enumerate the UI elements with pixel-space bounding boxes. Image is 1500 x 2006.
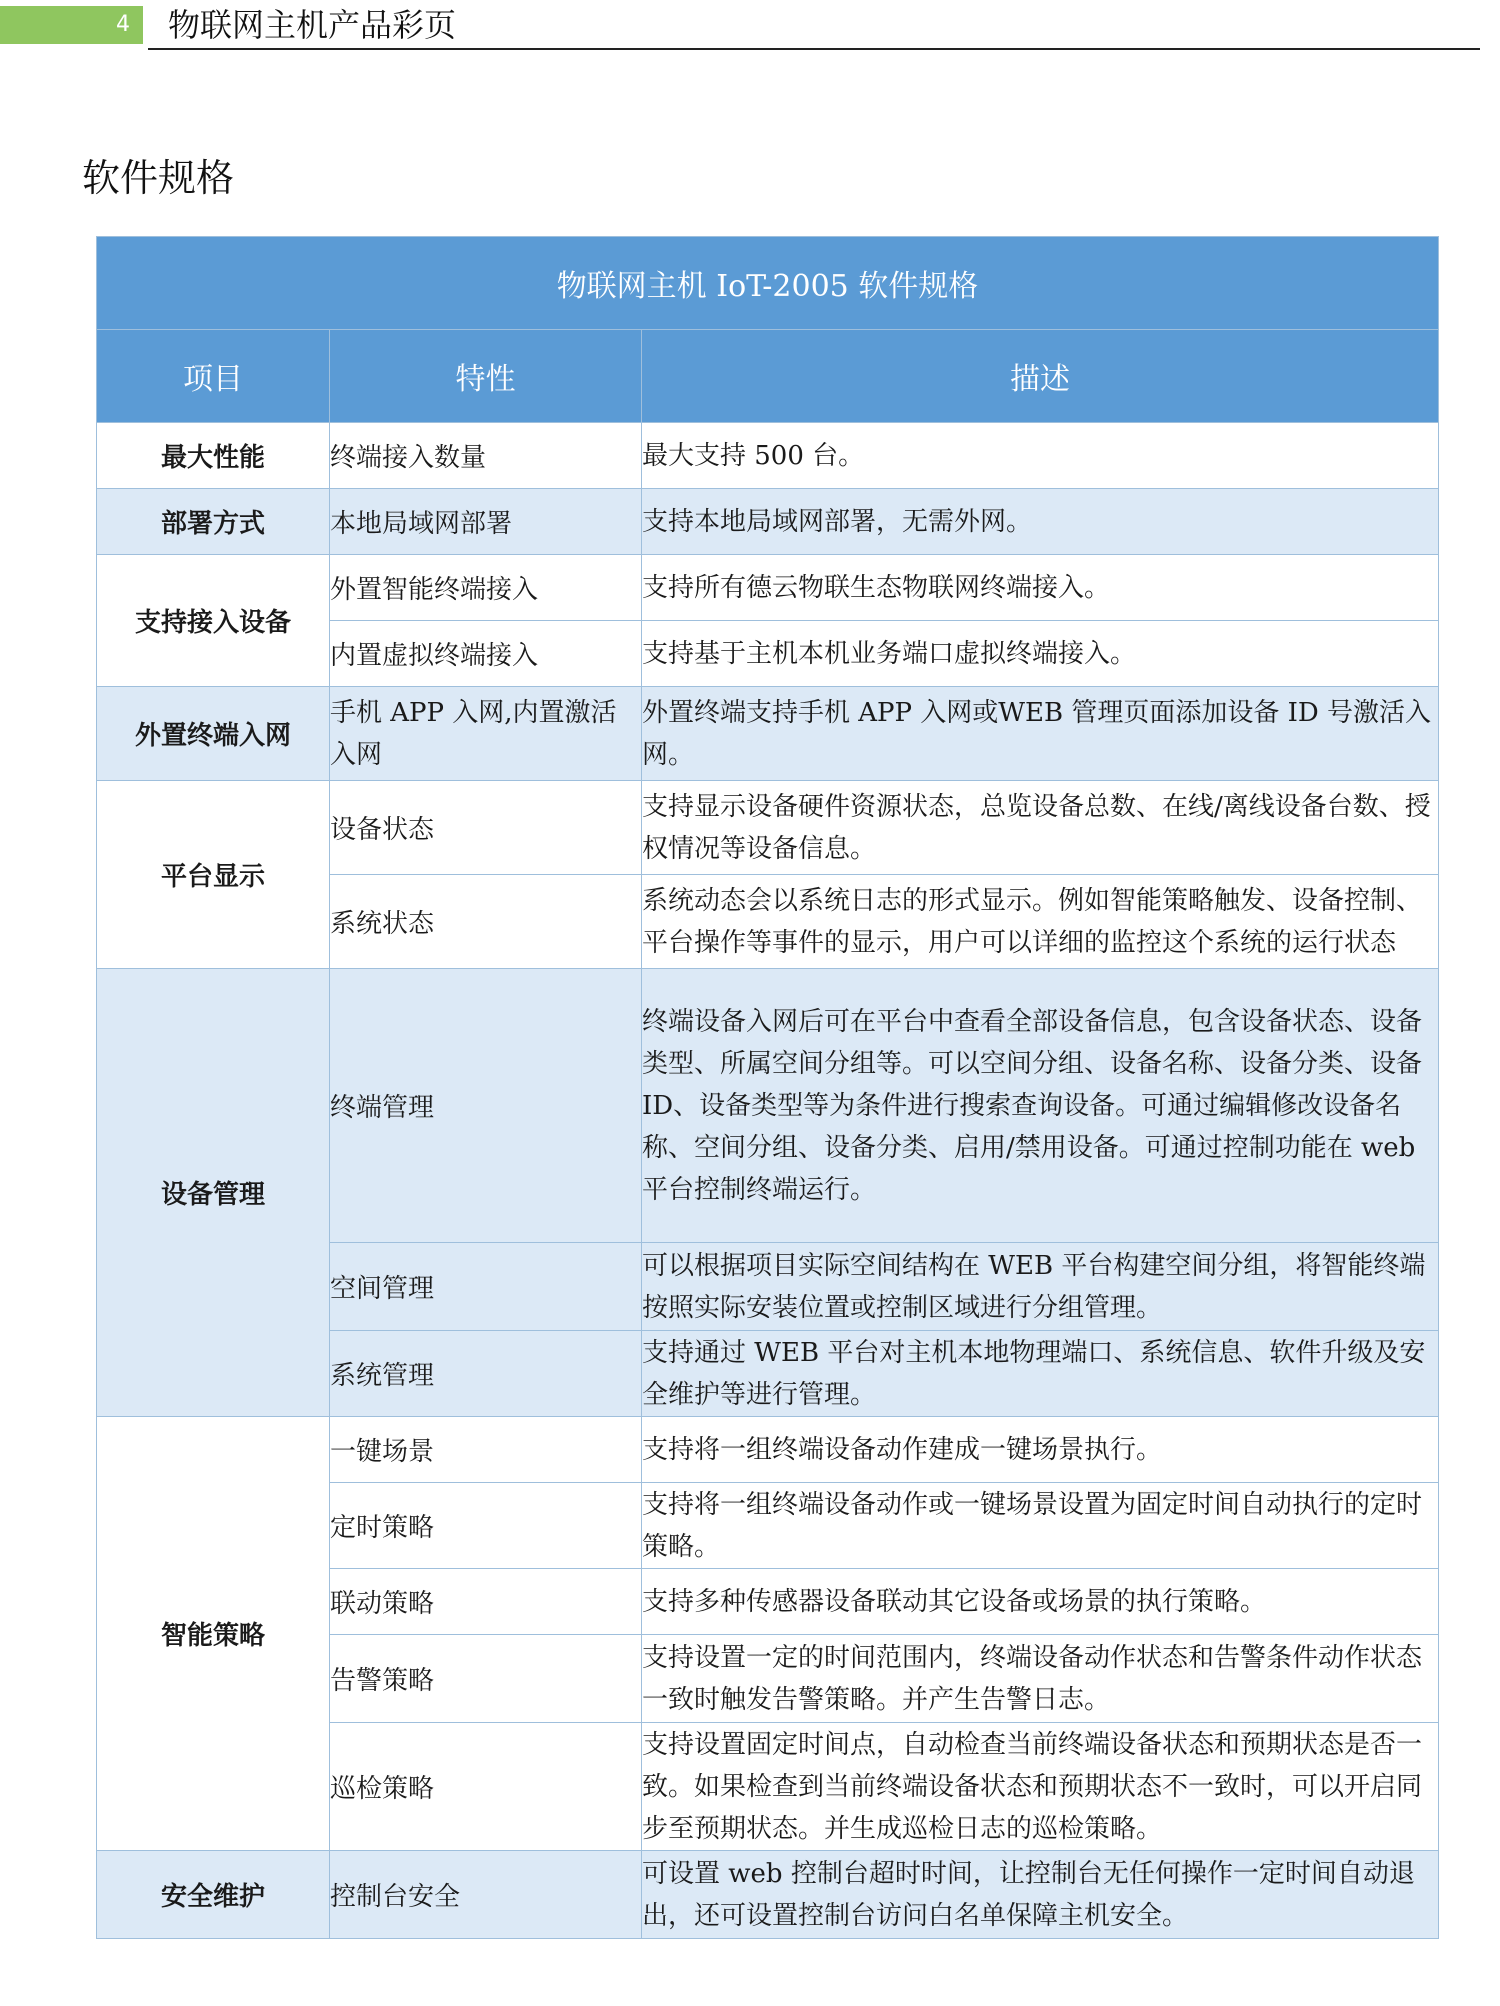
header-divider bbox=[148, 48, 1480, 50]
feature-cell: 内置虚拟终端接入 bbox=[330, 621, 642, 687]
column-header-description: 描述 bbox=[642, 330, 1439, 423]
feature-cell: 系统状态 bbox=[330, 875, 642, 969]
category-cell: 安全维护 bbox=[97, 1851, 330, 1939]
category-cell: 平台显示 bbox=[97, 781, 330, 969]
category-cell: 智能策略 bbox=[97, 1417, 330, 1851]
table-row bbox=[97, 423, 1439, 489]
description-cell: 支持本地局域网部署，无需外网。 bbox=[642, 489, 1439, 555]
category-cell: 部署方式 bbox=[97, 489, 330, 555]
feature-cell: 系统管理 bbox=[330, 1331, 642, 1417]
description-cell: 支持设置一定的时间范围内，终端设备动作状态和告警条件动作状态一致时触发告警策略。并产生告警日志。 bbox=[642, 1635, 1439, 1723]
description-cell: 终端设备入网后可在平台中查看全部设备信息，包含设备状态、设备类型、所属空间分组等。可以空间分组、设备名称、设备分类、设备 ID、设备类型等为条件进行搜索查询设备。可通过编辑修改设备名称、空间分组、设备分类、启用/禁用设备。可通过控制功能在 web 平台控制终端运行。 bbox=[642, 969, 1439, 1243]
feature-cell: 终端接入数量 bbox=[330, 423, 642, 489]
document-header-title: 物联网主机产品彩页 bbox=[168, 6, 457, 44]
feature-cell: 空间管理 bbox=[330, 1243, 642, 1331]
description-cell: 支持显示设备硬件资源状态，总览设备总数、在线/离线设备台数、授权情况等设备信息。 bbox=[642, 781, 1439, 875]
description-cell: 支持多种传感器设备联动其它设备或场景的执行策略。 bbox=[642, 1569, 1439, 1635]
description-cell: 支持所有德云物联生态物联网终端接入。 bbox=[642, 555, 1439, 621]
feature-cell: 设备状态 bbox=[330, 781, 642, 875]
feature-cell: 告警策略 bbox=[330, 1635, 642, 1723]
description-cell: 可设置 web 控制台超时时间，让控制台无任何操作一定时间自动退出，还可设置控制台访问白名单保障主机安全。 bbox=[642, 1851, 1439, 1939]
description-cell: 支持设置固定时间点，自动检查当前终端设备状态和预期状态是否一致。如果检查到当前终端设备状态和预期状态不一致时，可以开启同步至预期状态。并生成巡检日志的巡检策略。 bbox=[642, 1723, 1439, 1851]
feature-cell: 终端管理 bbox=[330, 969, 642, 1243]
table-row bbox=[97, 1417, 1439, 1483]
category-cell: 最大性能 bbox=[97, 423, 330, 489]
description-cell: 支持将一组终端设备动作或一键场景设置为固定时间自动执行的定时策略。 bbox=[642, 1483, 1439, 1569]
category-cell: 设备管理 bbox=[97, 969, 330, 1417]
feature-cell: 定时策略 bbox=[330, 1483, 642, 1569]
software-spec-table bbox=[96, 236, 1439, 1939]
feature-cell: 手机 APP 入网,内置激活入网 bbox=[330, 687, 642, 781]
feature-cell: 一键场景 bbox=[330, 1417, 642, 1483]
column-header-feature: 特性 bbox=[330, 330, 642, 423]
feature-cell: 本地局域网部署 bbox=[330, 489, 642, 555]
description-cell: 最大支持 500 台。 bbox=[642, 423, 1439, 489]
description-cell: 支持将一组终端设备动作建成一键场景执行。 bbox=[642, 1417, 1439, 1483]
feature-cell: 巡检策略 bbox=[330, 1723, 642, 1851]
category-cell: 外置终端入网 bbox=[97, 687, 330, 781]
column-header-item: 项目 bbox=[97, 330, 330, 423]
table-row bbox=[97, 781, 1439, 875]
feature-cell: 外置智能终端接入 bbox=[330, 555, 642, 621]
description-cell: 外置终端支持手机 APP 入网或WEB 管理页面添加设备 ID 号激活入网。 bbox=[642, 687, 1439, 781]
description-cell: 系统动态会以系统日志的形式显示。例如智能策略触发、设备控制、平台操作等事件的显示，用户可以详细的监控这个系统的运行状态 bbox=[642, 875, 1439, 969]
table-row bbox=[97, 1851, 1439, 1939]
description-cell: 可以根据项目实际空间结构在 WEB 平台构建空间分组，将智能终端按照实际安装位置或控制区域进行分组管理。 bbox=[642, 1243, 1439, 1331]
feature-cell: 联动策略 bbox=[330, 1569, 642, 1635]
table-row bbox=[97, 555, 1439, 621]
description-cell: 支持基于主机本机业务端口虚拟终端接入。 bbox=[642, 621, 1439, 687]
table-title: 物联网主机 IoT-2005 软件规格 bbox=[97, 237, 1439, 330]
page-number: 4 bbox=[116, 12, 130, 37]
section-title: 软件规格 bbox=[82, 156, 235, 200]
category-cell: 支持接入设备 bbox=[97, 555, 330, 687]
feature-cell: 控制台安全 bbox=[330, 1851, 642, 1939]
table-row bbox=[97, 489, 1439, 555]
table-row bbox=[97, 969, 1439, 1243]
description-cell: 支持通过 WEB 平台对主机本地物理端口、系统信息、软件升级及安全维护等进行管理。 bbox=[642, 1331, 1439, 1417]
table-row bbox=[97, 687, 1439, 781]
